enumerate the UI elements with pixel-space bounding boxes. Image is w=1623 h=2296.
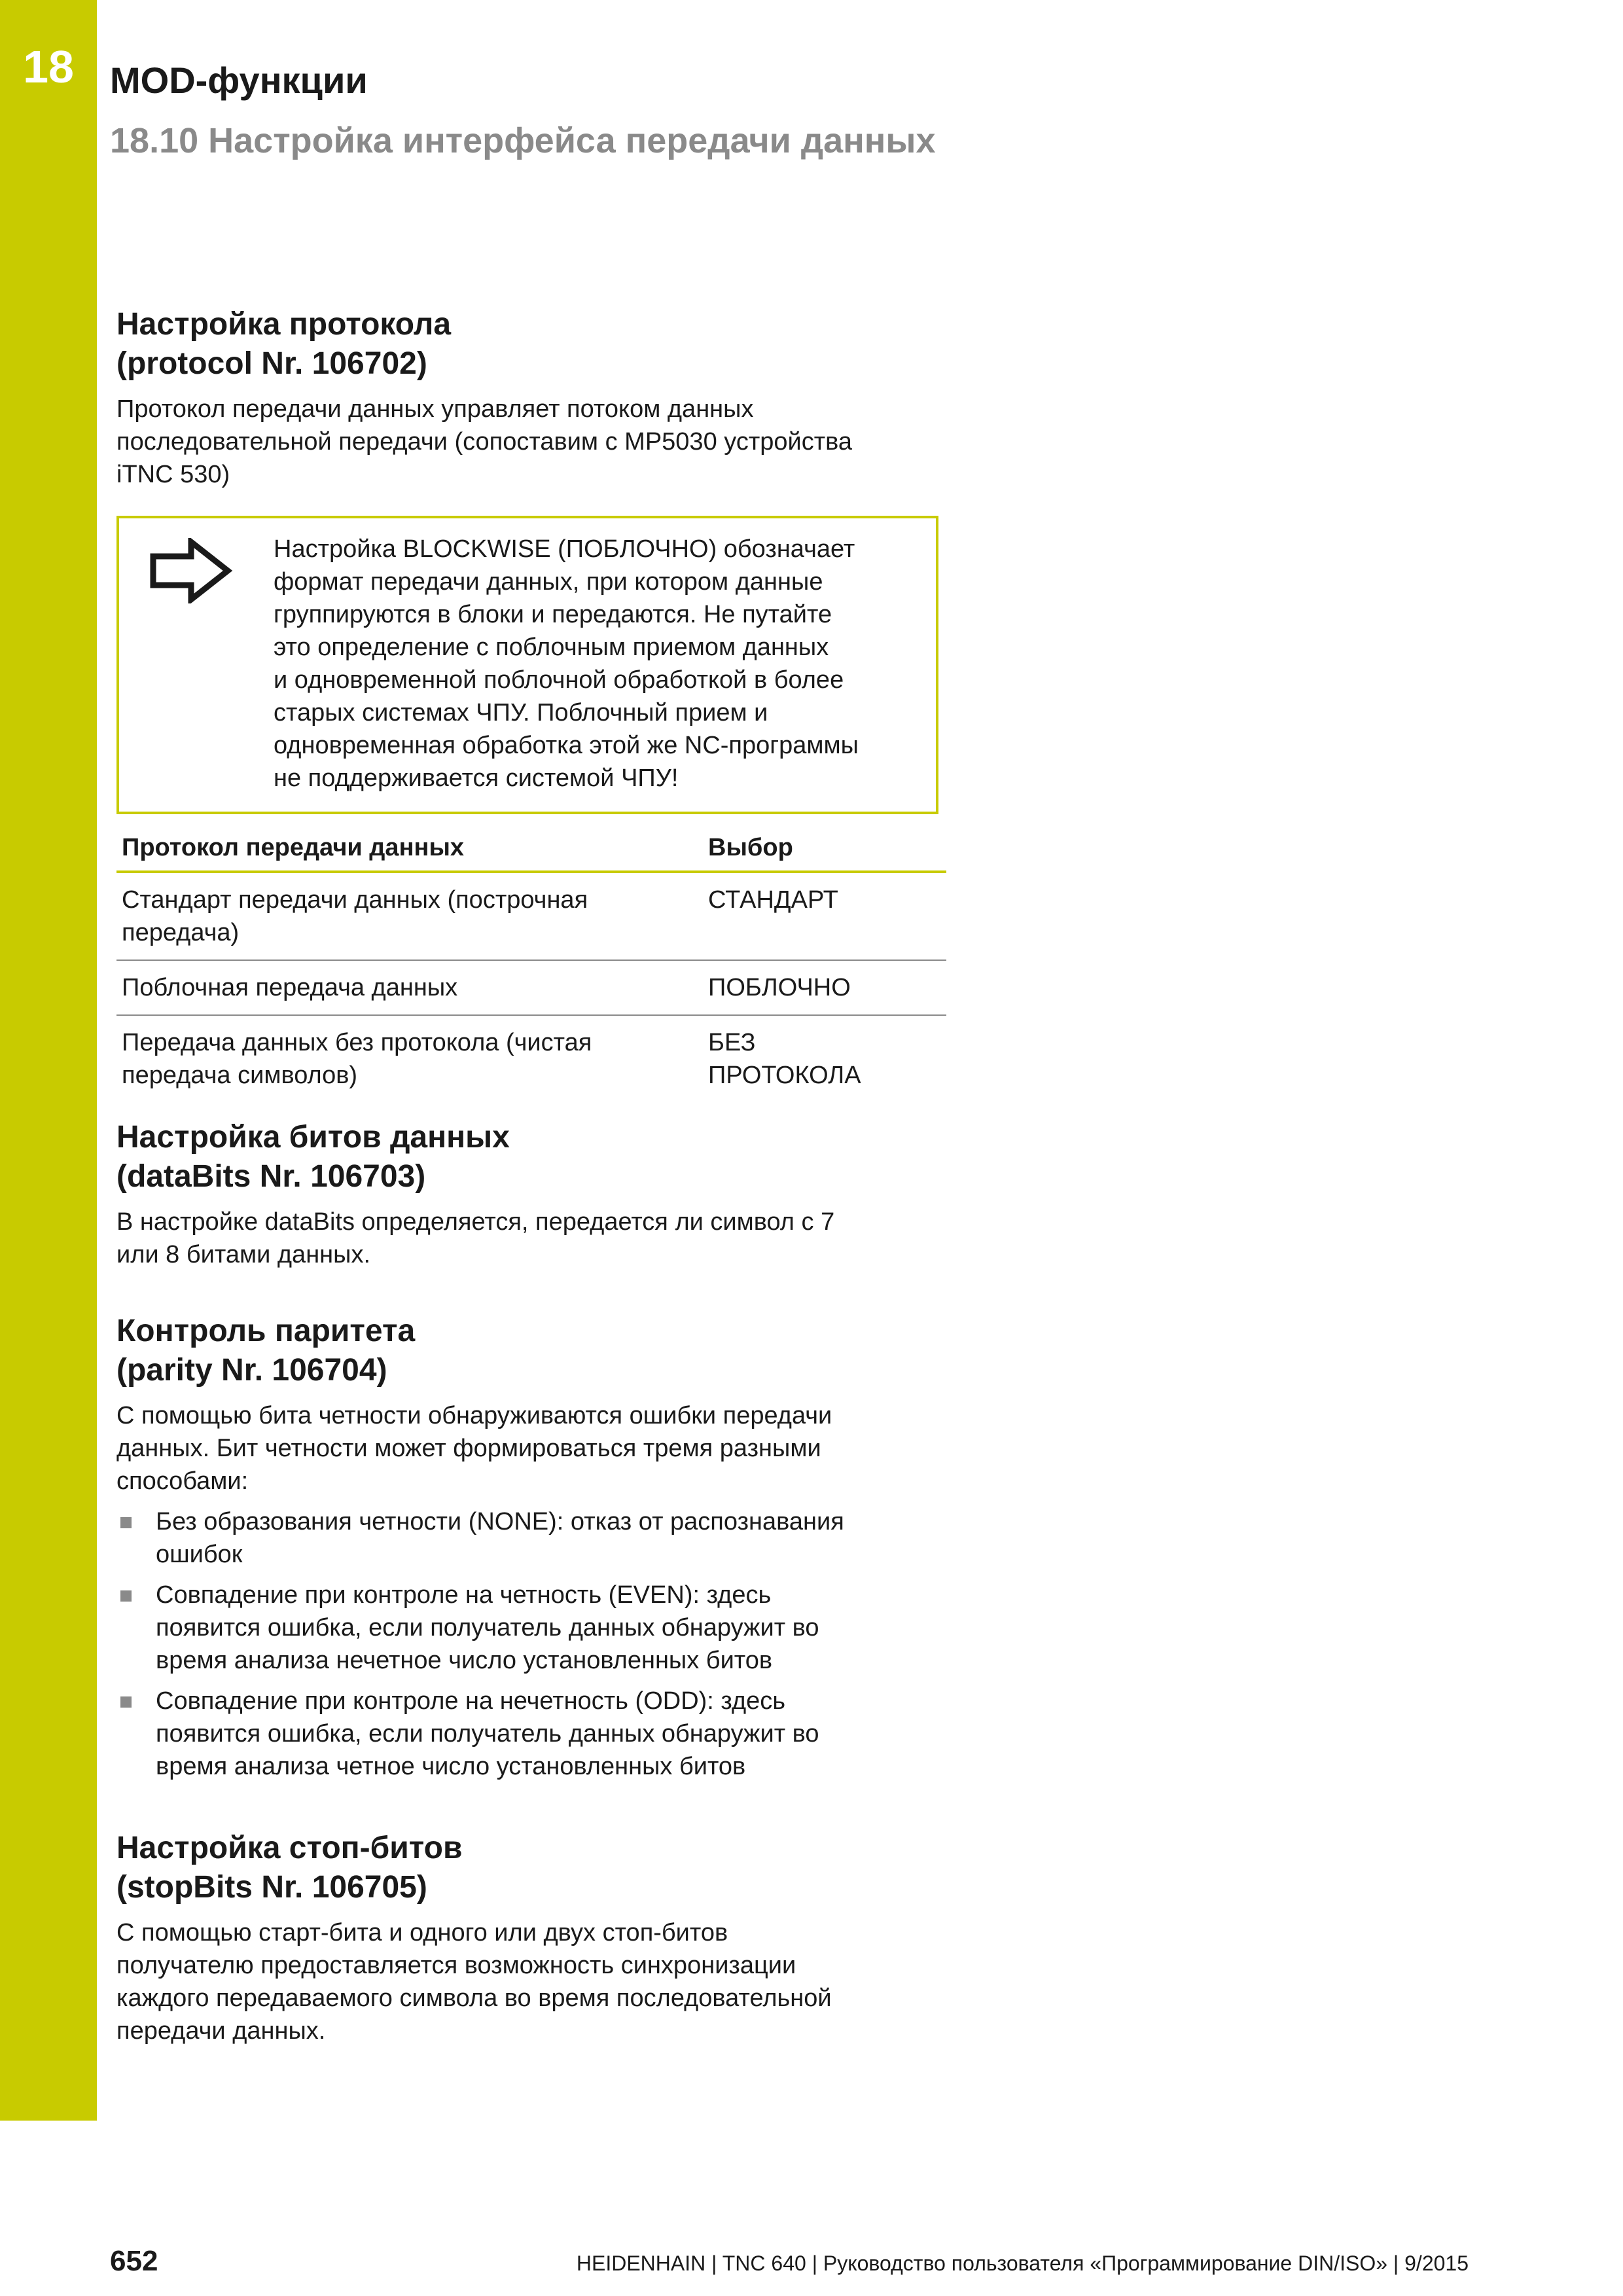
text-line: Совпадение при контроле на четность (EVEN): здесь <box>156 1581 772 1609</box>
bullet-square-icon <box>120 1517 132 1528</box>
text-line: группируются в блоки и передаются. Не путайте <box>274 601 832 628</box>
databits-heading-line2: (dataBits Nr. 106703) <box>116 1159 426 1194</box>
databits-section <box>116 1118 946 1271</box>
text-line: Совпадение при контроле на нечетность (ODD): здесь <box>156 1687 786 1715</box>
text-line: способами: <box>116 1467 249 1495</box>
arrow-right-icon <box>148 538 233 603</box>
text-line: и одновременной поблочной обработкой в более <box>274 666 844 694</box>
text-line: одновременная обработка этой же NC-программы <box>274 732 859 759</box>
chapter-number: 18 <box>23 41 74 92</box>
list-item <box>116 1505 946 1571</box>
table-row <box>116 1015 946 1102</box>
table-header-cell: Выбор <box>703 826 946 872</box>
text-line: Поблочная передача данных <box>122 974 458 1001</box>
bullet-square-icon <box>120 1696 132 1708</box>
text-line: В настройке dataBits определяется, передается ли символ с 7 <box>116 1208 835 1236</box>
table-cell <box>116 960 703 1015</box>
table-header-row <box>116 826 946 872</box>
text-line: Протокол передачи данных управляет потоком данных <box>116 395 754 423</box>
text-line: не поддерживается системой ЧПУ! <box>274 764 679 792</box>
databits-heading-line1: Настройка битов данных <box>116 1120 510 1155</box>
stopbits-heading-line2: (stopBits Nr. 106705) <box>116 1870 427 1905</box>
section-title: 18.10 Настройка интерфейса передачи данных <box>110 121 936 160</box>
text-line: СТАНДАРТ <box>708 886 838 914</box>
text-line: передачи данных. <box>116 2017 326 2045</box>
chapter-title: MOD-функции <box>110 60 368 101</box>
protocol-heading-line1: Настройка протокола <box>116 307 452 342</box>
text-line: передача) <box>122 919 240 946</box>
parity-heading-line1: Контроль паритета <box>116 1314 416 1348</box>
table-cell <box>703 960 946 1015</box>
protocol-table <box>116 826 946 1102</box>
parity-heading <box>116 1312 946 1390</box>
table-cell <box>703 1015 946 1102</box>
table-row <box>116 960 946 1015</box>
text-line: ошибок <box>156 1541 243 1568</box>
parity-bullet-list <box>116 1505 946 1783</box>
text-line: время анализа четное число установленных битов <box>156 1753 746 1780</box>
text-line: формат передачи данных, при котором данные <box>274 568 823 596</box>
text-line: Без образования четности (NONE): отказ от распознавания <box>156 1508 844 1535</box>
parity-heading-line2: (parity Nr. 106704) <box>116 1353 387 1388</box>
parity-paragraph <box>116 1399 946 1498</box>
text-line: время анализа нечетное число установленных битов <box>156 1647 773 1674</box>
text-line: старых системах ЧПУ. Поблочный прием и <box>274 699 768 726</box>
text-line: Передача данных без протокола (чистая <box>122 1029 592 1056</box>
table-cell <box>116 1015 703 1102</box>
text-line: iTNC 530) <box>116 461 230 488</box>
page-number: 652 <box>110 2245 158 2277</box>
stopbits-heading-line1: Настройка стоп-битов <box>116 1831 463 1865</box>
text-line: ПОБЛОЧНО <box>708 974 851 1001</box>
text-line: или 8 битами данных. <box>116 1241 371 1268</box>
table-cell <box>116 872 703 960</box>
note-text <box>274 533 928 795</box>
text-line: Настройка BLOCKWISE (ПОБЛОЧНО) обозначает <box>274 535 855 563</box>
table-header-cell: Протокол передачи данных <box>116 826 703 872</box>
protocol-section <box>116 305 946 491</box>
text-line: это определение с поблочным приемом данных <box>274 634 829 661</box>
note-box <box>116 516 938 814</box>
table-row <box>116 872 946 960</box>
text-line: данных. Бит четности может формироваться тремя разными <box>116 1435 821 1462</box>
stopbits-section <box>116 1829 946 2047</box>
table-cell <box>703 872 946 960</box>
stopbits-paragraph <box>116 1916 946 2047</box>
text-line: ПРОТОКОЛА <box>708 1062 861 1089</box>
chapter-sidebar <box>0 0 97 2121</box>
list-item <box>116 1579 946 1677</box>
text-line: последовательной передачи (сопоставим с MP5030 устройства <box>116 428 853 456</box>
text-line: Стандарт передачи данных (построчная <box>122 886 588 914</box>
protocol-heading-line2: (protocol Nr. 106702) <box>116 346 427 381</box>
bullet-square-icon <box>120 1590 132 1602</box>
protocol-paragraph <box>116 393 946 491</box>
text-line: С помощью старт-бита и одного или двух стоп-битов <box>116 1919 728 1946</box>
text-line: получателю предоставляется возможность синхронизации <box>116 1952 796 1979</box>
databits-paragraph <box>116 1206 946 1271</box>
text-line: каждого передаваемого символа во время последовательной <box>116 1984 832 2012</box>
text-line: С помощью бита четности обнаруживаются ошибки передачи <box>116 1402 832 1429</box>
databits-heading <box>116 1118 946 1196</box>
list-item <box>116 1685 946 1783</box>
protocol-heading <box>116 305 946 384</box>
footer-text: HEIDENHAIN | TNC 640 | Руководство пользователя «Программирование DIN/ISO» | 9/2015 <box>576 2251 1469 2275</box>
text-line: передача символов) <box>122 1062 358 1089</box>
stopbits-heading <box>116 1829 946 1907</box>
text-line: появится ошибка, если получатель данных обнаружит во <box>156 1720 819 1748</box>
parity-section <box>116 1312 946 1791</box>
text-line: БЕЗ <box>708 1029 756 1056</box>
text-line: появится ошибка, если получатель данных обнаружит во <box>156 1614 819 1641</box>
